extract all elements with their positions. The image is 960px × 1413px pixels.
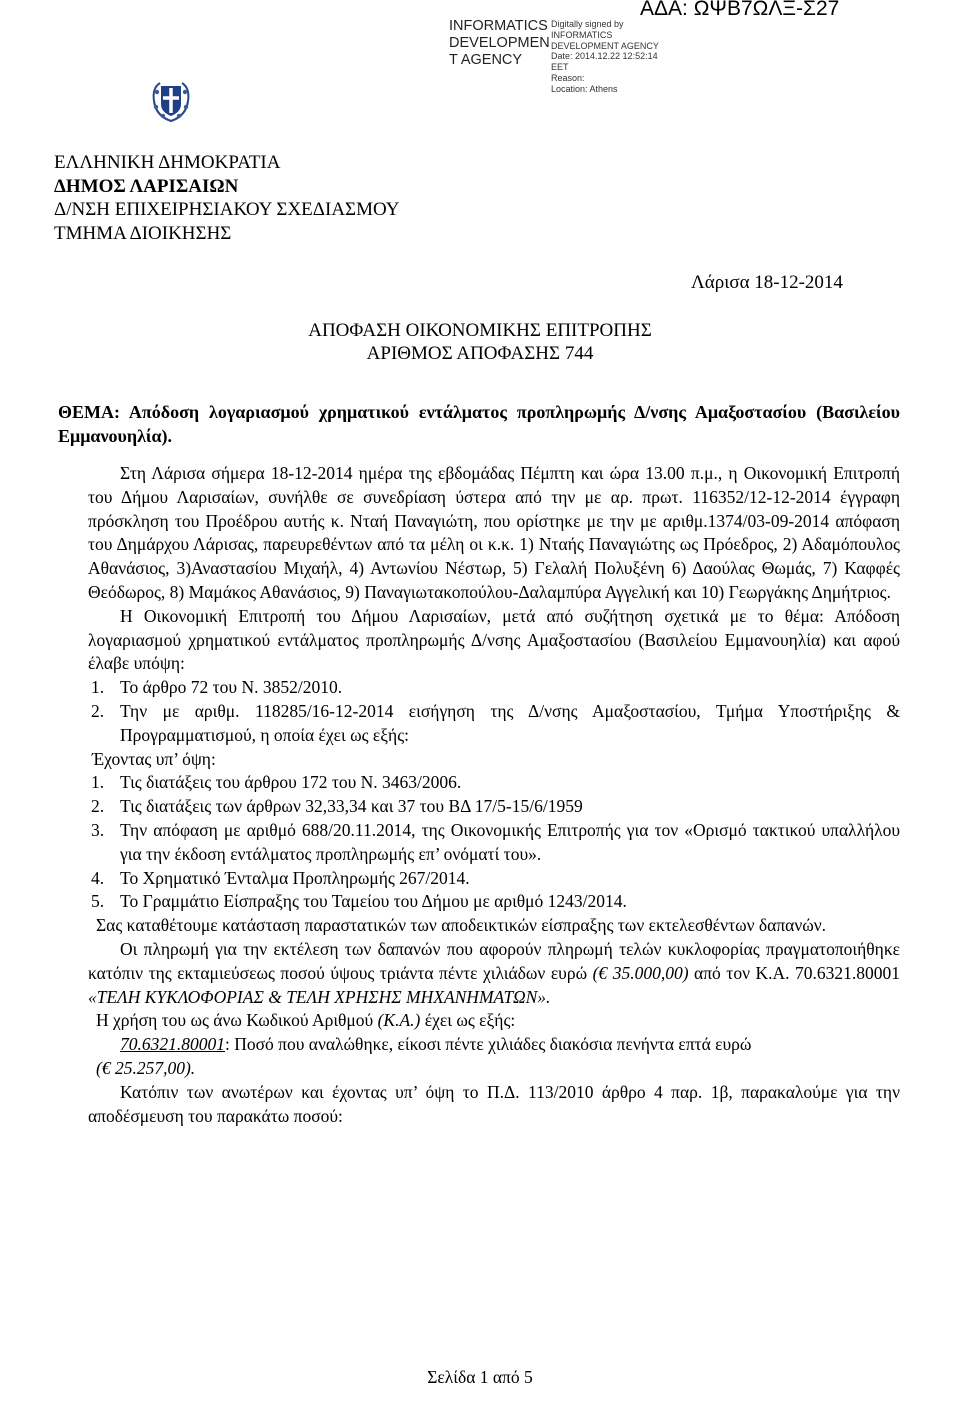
ada-code: ΑΔΑ: ΩΨΒ7ΩΛΞ-Σ27 [640,0,840,20]
signature-signer: INFORMATICS DEVELOPMEN T AGENCY [449,18,550,68]
signature-details: Digitally signed by INFORMATICS DEVELOPMENT AGENCY Date: 2014.12.22 12:52:14 EET Reason: Location: Athens [551,19,659,94]
greek-emblem-icon [148,78,194,124]
list-item: 5. Το Γραμμάτιο Είσπραξης του Ταμείου του Δήμου με αριθμό 1243/2014. [91,891,627,912]
paragraph-committee: Η Οικονομική Επιτροπή του Δήμου Λαρισαίων, μετά από συζήτηση σχετικά με το θέμα: Απόδοση λογαριασμού χρηματικού εντάλματος προπληρωμής Δ/νσης Αμαξοστασίου (Βασιλείου Εμμανουηλία) και αφού έλαβε υπόψη: [88,605,900,674]
document-body [58,400,901,1128]
place-date: Λάρισα 18-12-2014 [691,272,843,293]
paragraph-amount-spent: 70.6321.80001: Ποσό που αναλώθηκε, είκοσι πέντε χιλιάδες διακόσια πενήντα επτά ευρώ (€ 25.257,00). [96,1034,752,1078]
paragraph-meeting: Στη Λάρισα σήμερα 18-12-2014 ημέρα της εβδομάδας Πέμπτη και ώρα 13.00 π.μ., η Οικονομική Επιτροπή του Δήμου Λαρισαίων, συνήλθε σε συνεδρίαση ύστερα από την με αρ. πρωτ. 116352/12-12-2014 έγγραφη πρόσκληση του Προέδρου αυτής κ. Νταή Παναγιώτη, που ορίστηκε με την με αριθμ.1374/03-09-2014 απόφαση του Δημάρχου Λάρισας, παρευρεθέντων από τα μέλη οι κ.κ. 1) Νταής Παναγιώτης ως Πρόεδρος, 2) Αδαμόπουλος Αθανάσιος, 3)Αναστασίου Μιχαήλ, 4) Αντωνίου Νέστωρ, 5) Γελαλή Πολυξένη 6) Δαούλας Θωμάς, 7) Καφφές Θεόδωρος, 8) Μαμάκος Αθανάσιος, 9) Παναγιωτακοπούλου-Δαλαμπύρα Αγγελική και 10) Γεωργάκης Δημήτριος. [88,463,900,602]
issuer-header [54,151,400,245]
decision-title: ΑΠΟΦΑΣΗ ΟΙΚΟΝΟΜΙΚΗΣ ΕΠΙΤΡΟΠΗΣ [308,320,652,341]
paragraph-submission: Σας καταθέτουμε κατάσταση παραστατικών των αποδεικτικών είσπραξης των εκτελεσθέντων δαπανών. [96,915,827,936]
decision-number: ΑΡΙΘΜΟΣ ΑΠΟΦΑΣΗΣ 744 [366,343,594,364]
subject: ΘΕΜΑ: Απόδοση λογαριασμού χρηματικού εντάλματος προπληρωμής Δ/νσης Αμαξοστασίου (Βασιλείου Εμμανουηλία). [58,402,900,446]
header-municipality: ΔΗΜΟΣ ΛΑΡΙΣΑΙΩΝ [54,175,239,197]
having-in-view: Έχοντας υπ’ όψη: [92,748,216,769]
considerations-list [88,676,900,747]
list-item: 2. Τις διατάξεις των άρθρων 32,33,34 και 37 του ΒΔ 17/5-15/6/1959 [91,796,583,817]
header-department: ΤΜΗΜΑ ΔΙΟΙΚΗΣΗΣ [54,222,232,244]
paragraph-code-usage: Η χρήση του ως άνω Κωδικού Αριθμού (Κ.Α.) έχει ως εξής: [96,1010,516,1031]
list-item: 2. Την με αριθμ. 118285/16-12-2014 εισήγηση της Δ/νσης Αμαξοστασίου, Τμήμα Υποστήριξης & Προγραμματισμού, η οποία έχει ως εξής: [91,700,900,745]
header-country: ΕΛΛΗΝΙΚΗ ΔΗΜΟΚΡΑΤΙΑ [54,152,281,173]
list-item: 3. Την απόφαση με αριθμό 688/20.11.2014, της Οικονομικής Επιτροπής για τον «Ορισμό τακτικού υπαλλήλου για την έκδοση εντάλματος προπληρωμής επ’ ονόματί του». [91,819,900,864]
list-item: 1. Το άρθρο 72 του Ν. 3852/2010. [91,677,343,698]
list-item: 4. Το Χρηματικό Ένταλμα Προπληρωμής 267/2014. [91,867,470,888]
list-item: 1. Τις διατάξεις του άρθρου 172 του Ν. 3463/2006. [91,772,462,793]
header-directorate: Δ/ΝΣΗ ΕΠΙΧΕΙΡΗΣΙΑΚΟΥ ΣΧΕΔΙΑΣΜΟΥ [54,199,400,220]
page-number: Σελίδα 1 από 5 [427,1367,533,1387]
paragraph-request: Κατόπιν των ανωτέρων και έχοντας υπ’ όψη το Π.Δ. 113/2010 άρθρο 4 παρ. 1β, παρακαλούμε για την αποδέσμευση του παρακάτω ποσού: [88,1081,900,1126]
paragraph-payment: Οι πληρωμή για την εκτέλεση των δαπανών που αφορούν πληρωμή τελών κυκλοφορίας πραγματοποιήθηκε κατόπιν της εκταμιεύσεως ποσού ύψους τριάντα πέντε χιλιάδων ευρώ (€ 35.000,00) από τον Κ.Α. 70.6321.80001 «ΤΕΛΗ ΚΥΚΛΟΦΟΡΙΑΣ & ΤΕΛΗ ΧΡΗΣΗΣ ΜΗΧΑΝΗΜΑΤΩΝ». [88,938,901,1007]
provisions-list [88,771,900,914]
